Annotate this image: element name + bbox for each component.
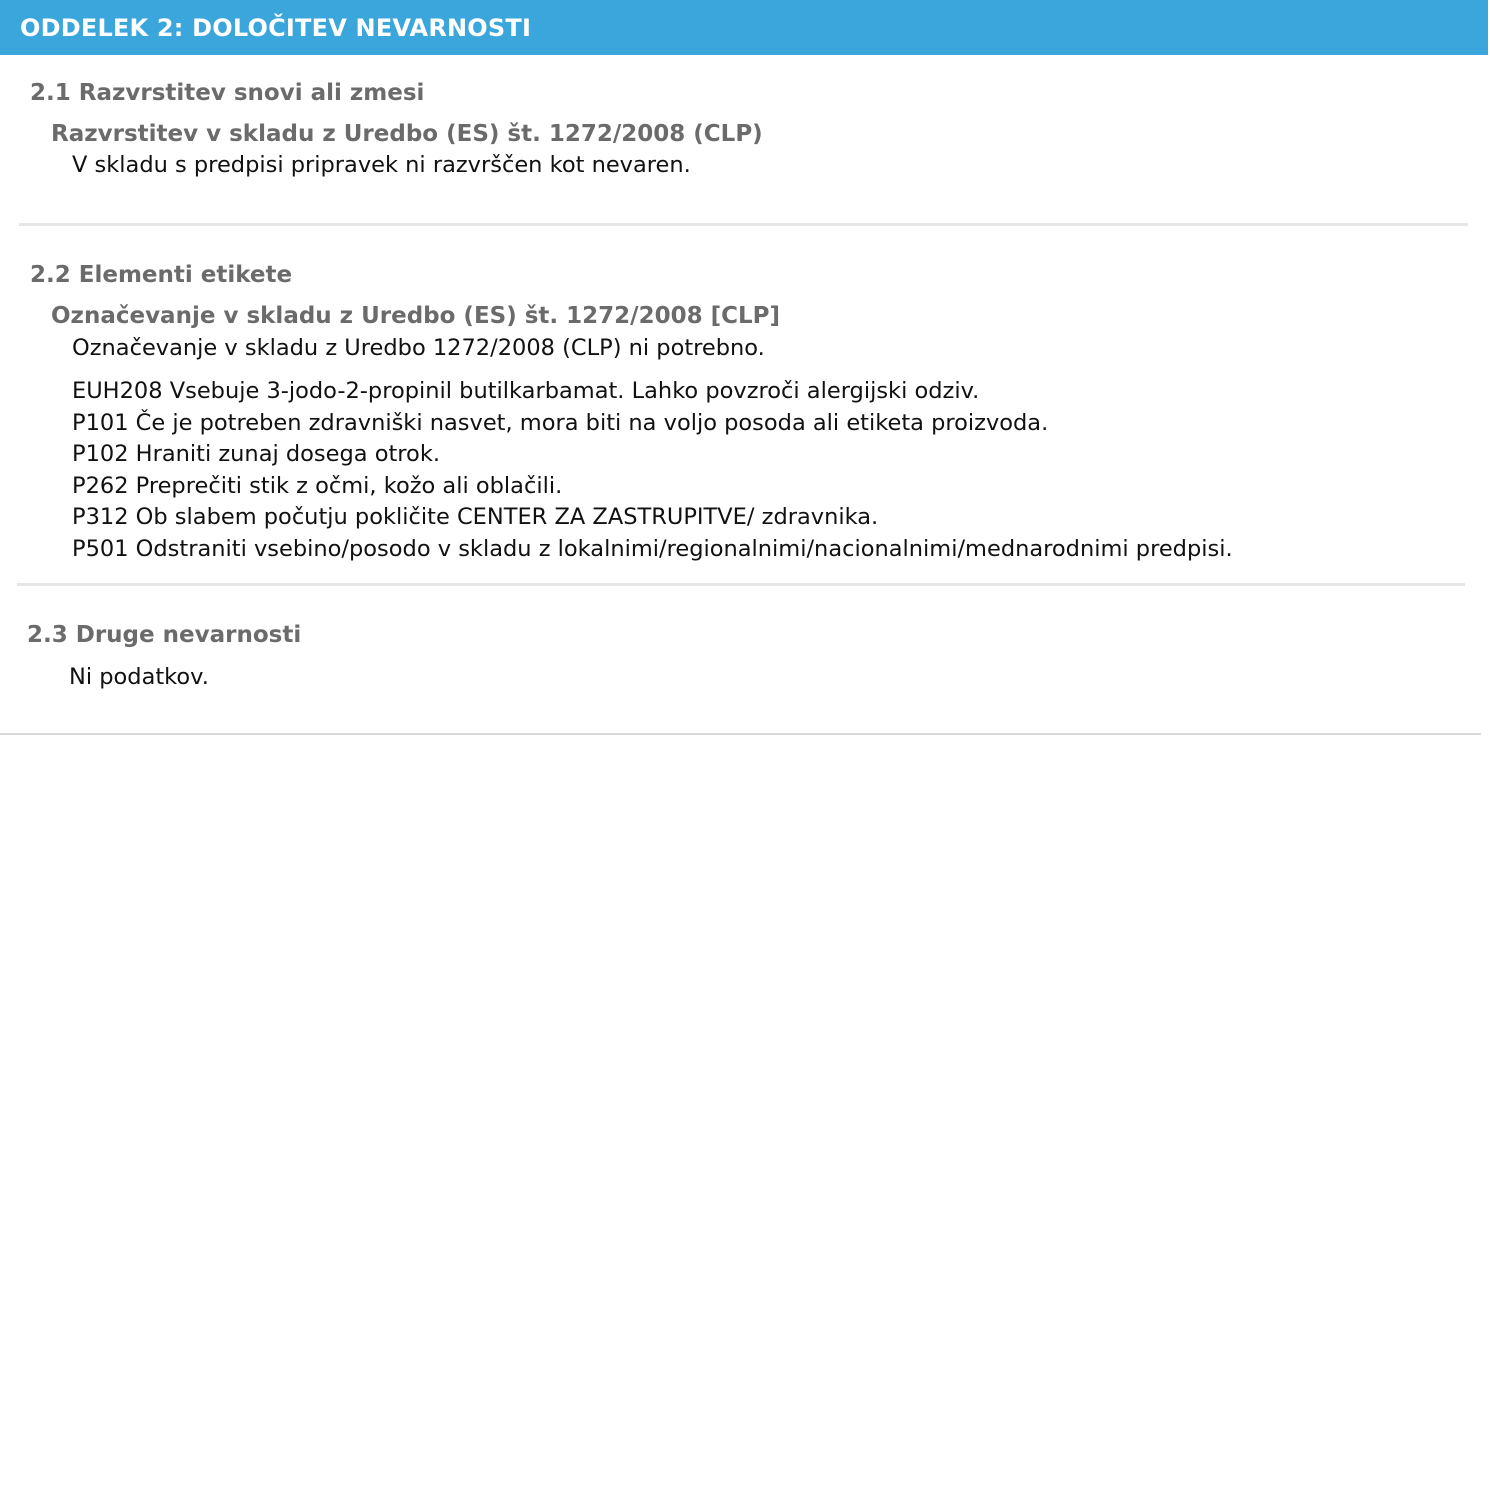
section-end-divider — [0, 733, 1481, 735]
labelling-group-title: Označevanje v skladu z Uredbo (ES) št. 1272/2008 [CLP] — [51, 303, 781, 329]
subsection-title-2-1: 2.1 Razvrstitev snovi ali zmesi — [30, 80, 425, 106]
classification-group-title: Razvrstitev v skladu z Uredbo (ES) št. 1272/2008 (CLP) — [51, 121, 763, 147]
other-hazards-text: Ni podatkov. — [69, 664, 209, 690]
subsection-title-2-3: 2.3 Druge nevarnosti — [27, 622, 302, 648]
labelling-text: Označevanje v skladu z Uredbo 1272/2008 (CLP) ni potrebno. — [72, 335, 765, 361]
statement-p102: P102 Hraniti zunaj dosega otrok. — [72, 441, 441, 467]
statement-p312: P312 Ob slabem počutju pokličite CENTER ZA ZASTRUPITVE/ zdravnika. — [72, 504, 879, 530]
hazard-statements-list — [72, 376, 1233, 565]
statement-p101: P101 Če je potreben zdravniški nasvet, mora biti na voljo posoda ali etiketa proizvoda. — [72, 409, 1049, 436]
section-title: ODDELEK 2: DOLOČITEV NEVARNOSTI — [20, 14, 532, 42]
statement-p501: P501 Odstraniti vsebino/posodo v skladu z lokalnimi/regionalnimi/nacionalnimi/mednarodnimi predpisi. — [72, 535, 1233, 562]
statement-euh208: EUH208 Vsebuje 3-jodo-2-propinil butilkarbamat. Lahko povzroči alergijski odziv. — [72, 378, 980, 404]
statement-p262: P262 Preprečiti stik z očmi, kožo ali oblačili. — [72, 472, 563, 499]
subsection-title-2-2: 2.2 Elementi etikete — [30, 262, 293, 288]
section-divider — [17, 583, 1465, 586]
section-header — [0, 0, 1488, 55]
classification-text: V skladu s predpisi pripravek ni razvrščen kot nevaren. — [72, 152, 691, 178]
section-divider — [19, 223, 1468, 226]
